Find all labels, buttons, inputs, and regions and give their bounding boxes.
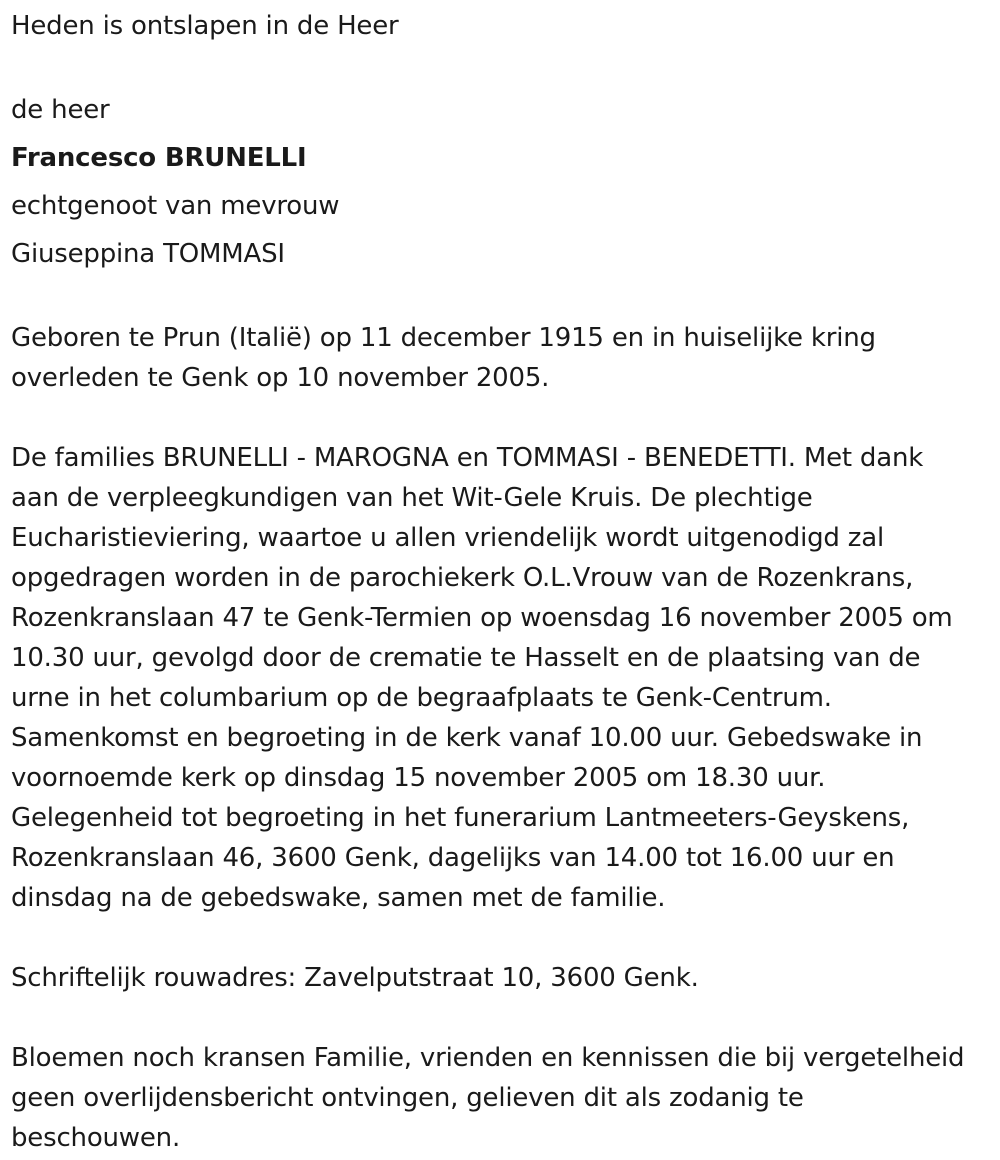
details-line: aan de verpleegkundigen van het Wit-Gele Kruis. De plechtige [11,483,813,513]
birth-death-paragraph [11,318,996,398]
birth-death-line: overleden te Genk op 10 november 2005. [11,363,550,393]
closing-line: geen overlijdensbericht ontvingen, gelieven dit als zodanig te [11,1083,804,1113]
details-line: Samenkomst en begroeting in de kerk vanaf 10.00 uur. Gebedswake in [11,723,923,753]
details-line: Rozenkranslaan 47 te Genk-Termien op woensdag 16 november 2005 om [11,603,953,633]
closing-line: beschouwen. [11,1123,181,1153]
details-line: opgedragen worden in de parochiekerk O.L.Vrouw van de Rozenkrans, [11,563,914,593]
ceremony-details-paragraph [11,438,996,918]
details-line: urne in het columbarium op de begraafplaats te Genk-Centrum. [11,683,832,713]
deceased-block [11,86,996,278]
details-line: dinsdag na de gebedswake, samen met de familie. [11,883,666,913]
details-line: Gelegenheid tot begroeting in het funerarium Lantmeeters-Geyskens, [11,803,910,833]
mourning-address-paragraph [11,958,996,998]
deceased-name: Francesco BRUNELLI [11,143,307,173]
details-line: voornoemde kerk op dinsdag 15 november 2005 om 18.30 uur. [11,763,826,793]
address-line: Schriftelijk rouwadres: Zavelputstraat 10, 3600 Genk. [11,963,699,993]
honorific: de heer [11,95,110,125]
birth-death-line: Geboren te Prun (Italië) op 11 december 1915 en in huiselijke kring [11,323,876,353]
details-line: De families BRUNELLI - MAROGNA en TOMMASI - BENEDETTI. Met dank [11,443,924,473]
spouse-name: Giuseppina TOMMASI [11,239,285,269]
details-line: 10.30 uur, gevolgd door de crematie te Hasselt en de plaatsing van de [11,643,921,673]
closing-paragraph [11,1038,996,1158]
details-line: Rozenkranslaan 46, 3600 Genk, dagelijks van 14.00 tot 16.00 uur en [11,843,895,873]
details-line: Eucharistieviering, waartoe u allen vriendelijk wordt uitgenodigd zal [11,523,884,553]
closing-line: Bloemen noch kransen Familie, vrienden en kennissen die bij vergetelheid [11,1043,965,1073]
intro-line: Heden is ontslapen in de Heer [11,11,399,41]
relation-line: echtgenoot van mevrouw [11,191,340,221]
